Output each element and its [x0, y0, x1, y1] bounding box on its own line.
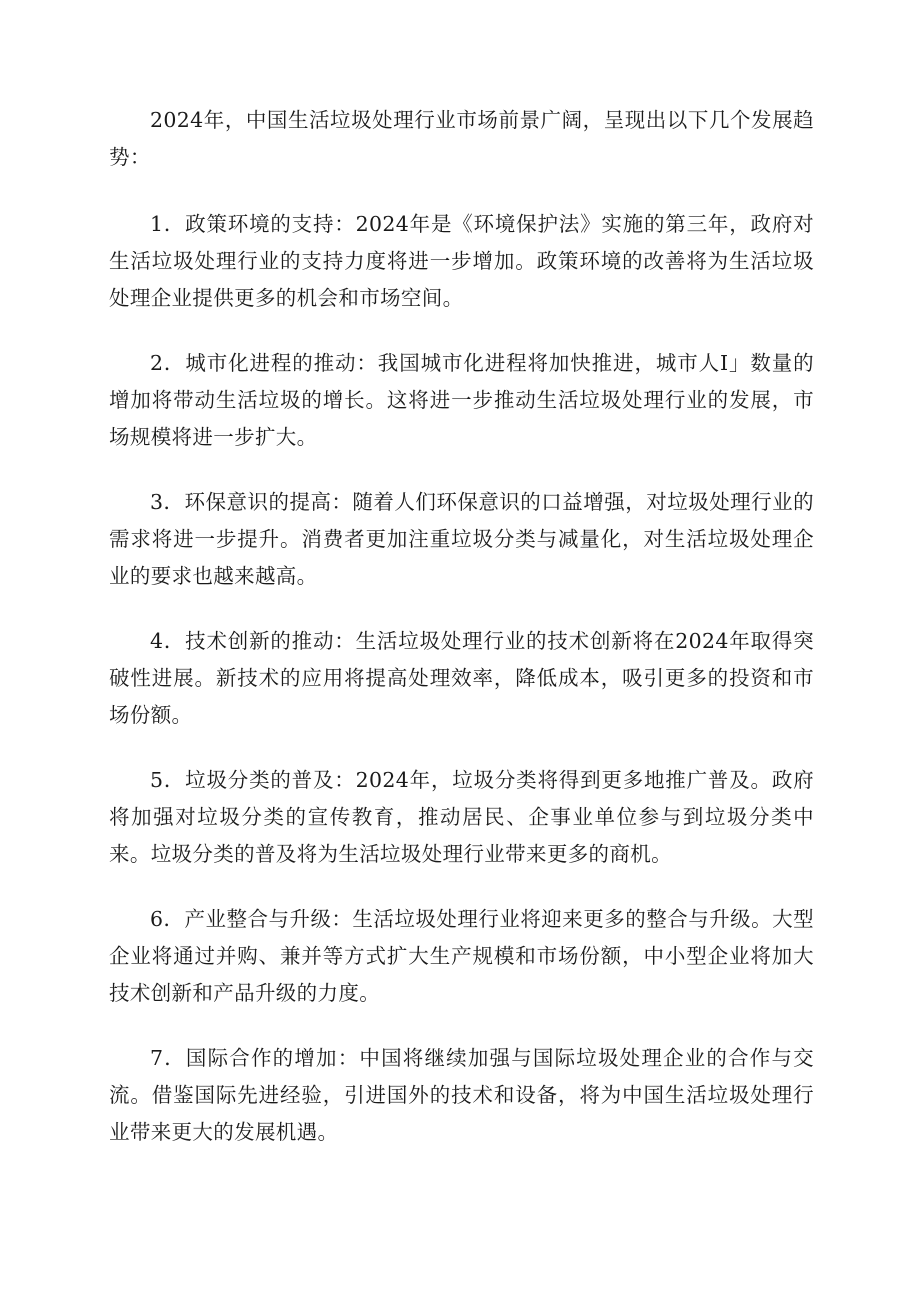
trend-item-7: 7．国际合作的增加：中国将继续加强与国际垃圾处理企业的合作与交流。借鉴国际先进经验，引进国外的技术和设备，将为中国生活垃圾处理行业带来更大的发展机遇。 [109, 1046, 814, 1144]
intro-paragraph: 2024年，中国生活垃圾处理行业市场前景广阔，呈现出以下几个发展趋势： [109, 108, 814, 169]
trend-item-5: 5．垃圾分类的普及：2024年，垃圾分类将得到更多地推广普及。政府将加强对垃圾分类的宣传教育，推动居民、企事业单位参与到垃圾分类中来。垃圾分类的普及将为生活垃圾处理行业带来更多的商机。 [109, 768, 814, 866]
trend-item-2: 2．城市化进程的推动：我国城市化进程将加快推进，城市人I」数量的增加将带动生活垃圾的增长。这将进一步推动生活垃圾处理行业的发展，市场规模将进一步扩大。 [109, 351, 814, 449]
trend-item-3: 3．环保意识的提高：随着人们环保意识的口益增强，对垃圾处理行业的需求将进一步提升。消费者更加注重垃圾分类与减量化，对生活垃圾处理企业的要求也越来越高。 [109, 490, 814, 588]
trend-item-1: 1．政策环境的支持：2024年是《环境保护法》实施的第三年，政府对生活垃圾处理行业的支持力度将进一步增加。政策环境的改善将为生活垃圾处理企业提供更多的机会和市场空间。 [109, 212, 814, 310]
document-body [109, 102, 814, 1179]
trend-item-6: 6．产业整合与升级：生活垃圾处理行业将迎来更多的整合与升级。大型企业将通过并购、兼并等方式扩大生产规模和市场份额，中小型企业将加大技术创新和产品升级的力度。 [109, 907, 814, 1005]
trend-item-4: 4．技术创新的推动：生活垃圾处理行业的技术创新将在2024年取得突破性进展。新技术的应用将提高处理效率，降低成本，吸引更多的投资和市场份额。 [109, 629, 814, 727]
